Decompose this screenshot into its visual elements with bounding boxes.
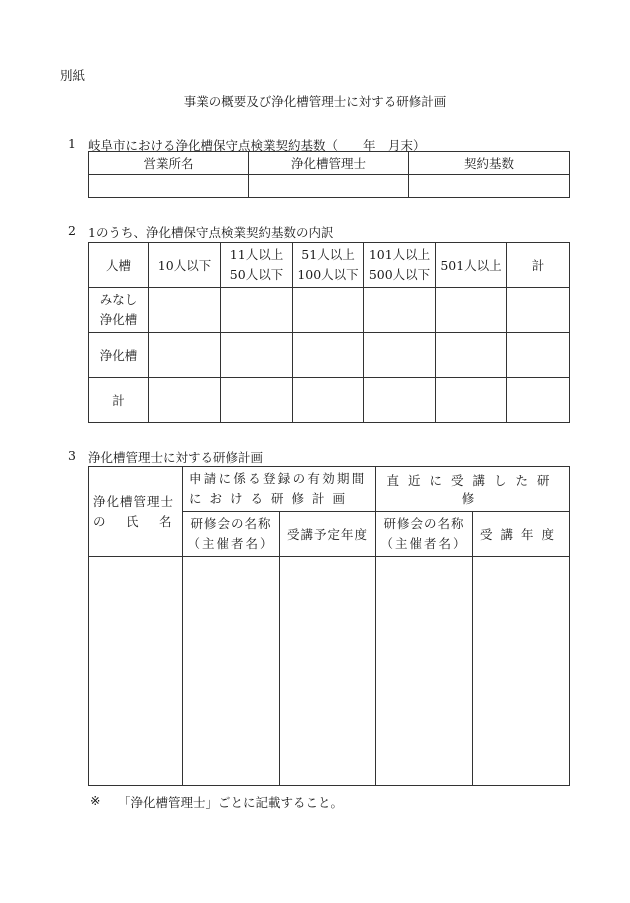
table-row (89, 557, 570, 786)
input-cell[interactable] (293, 288, 364, 333)
header-recent-course-name: 研修会の名称 （主催者名） (376, 512, 473, 557)
section1-heading: 岐阜市における浄化槽保守点検業契約基数（ 年 月末） (88, 138, 426, 153)
col-contract-count: 契約基数 (409, 152, 570, 175)
header-capacity: 人槽 (89, 243, 149, 288)
input-cell[interactable] (221, 333, 293, 378)
input-cell[interactable] (149, 288, 221, 333)
input-cell[interactable] (293, 333, 364, 378)
header-10-or-less: 10人以下 (149, 243, 221, 288)
input-cell[interactable] (436, 333, 507, 378)
input-cell[interactable] (293, 378, 364, 423)
header-recent-year: 受講年度 (473, 512, 570, 557)
header-plan-year: 受講予定年度 (280, 512, 376, 557)
input-cell[interactable] (364, 378, 436, 423)
input-cell[interactable] (221, 288, 293, 333)
cell-technician[interactable] (249, 175, 409, 198)
input-cell[interactable] (89, 557, 183, 786)
input-cell[interactable] (149, 378, 221, 423)
table-row (89, 288, 570, 333)
header-plan-course-name: 研修会の名称 （主催者名） (183, 512, 280, 557)
contract-count-table (88, 151, 570, 198)
input-cell[interactable] (507, 378, 570, 423)
note-text: 「浄化槽管理士」ごとに記載すること。 (118, 795, 344, 810)
input-cell[interactable] (221, 378, 293, 423)
input-cell[interactable] (280, 557, 376, 786)
row-label-total: 計 (89, 378, 149, 423)
input-cell[interactable] (436, 288, 507, 333)
training-plan-table (88, 466, 570, 786)
note-mark: ※ (90, 793, 101, 808)
header-plan-group: 申請に係る登録の有効期間 における研修計画 (183, 467, 376, 512)
input-cell[interactable] (436, 378, 507, 423)
row-label-minashi: みなし 浄化槽 (89, 288, 149, 333)
section3-heading: 浄化槽管理士に対する研修計画 (88, 450, 264, 465)
input-cell[interactable] (473, 557, 570, 786)
cell-contract-count[interactable] (409, 175, 570, 198)
input-cell[interactable] (507, 333, 570, 378)
section3-number: 3 (68, 448, 76, 463)
cell-office-name[interactable] (89, 175, 249, 198)
input-cell[interactable] (364, 333, 436, 378)
header-total: 計 (507, 243, 570, 288)
section1-number: 1 (68, 136, 76, 151)
header-51-100: 51人以上 100人以下 (293, 243, 364, 288)
col-technician: 浄化槽管理士 (249, 152, 409, 175)
header-technician-name: 浄化槽管理士 の 氏 名 (89, 467, 183, 557)
breakdown-table (88, 242, 570, 423)
input-cell[interactable] (149, 333, 221, 378)
input-cell[interactable] (507, 288, 570, 333)
section2-heading: 1のうち、浄化槽保守点検業契約基数の内訳 (88, 225, 334, 240)
header-501-plus: 501人以上 (436, 243, 507, 288)
page-title: 事業の概要及び浄化槽管理士に対する研修計画 (183, 94, 447, 109)
section2-number: 2 (68, 223, 76, 238)
input-cell[interactable] (183, 557, 280, 786)
col-office-name: 営業所名 (89, 152, 249, 175)
table-row (89, 378, 570, 423)
attachment-label: 別紙 (60, 68, 86, 83)
table-row (89, 333, 570, 378)
header-recent-group: 直近に受講した研修 (376, 467, 570, 512)
row-label-jokaso: 浄化槽 (89, 333, 149, 378)
header-11-50: 11人以上 50人以下 (221, 243, 293, 288)
header-101-500: 101人以上 500人以下 (364, 243, 436, 288)
input-cell[interactable] (376, 557, 473, 786)
input-cell[interactable] (364, 288, 436, 333)
